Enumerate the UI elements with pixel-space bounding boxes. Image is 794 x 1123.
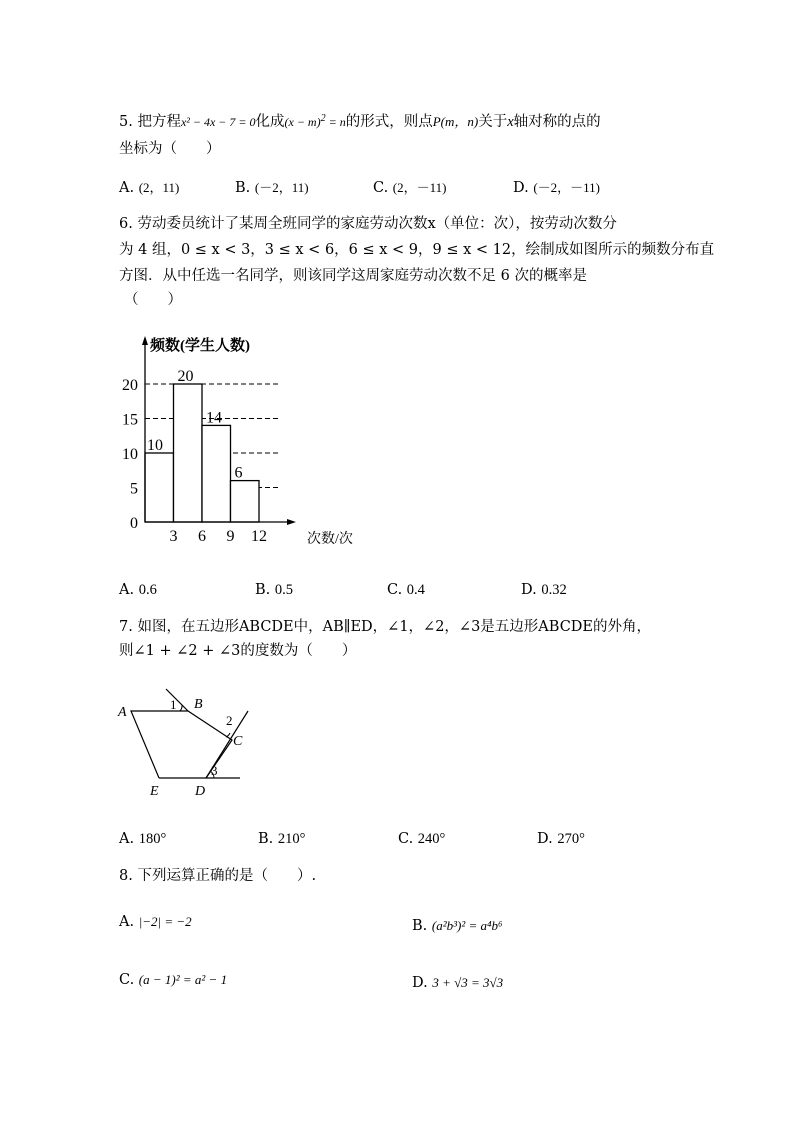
- q7-option-a[interactable]: A. 180°: [119, 831, 167, 847]
- q5-text-1: 把方程: [137, 114, 181, 130]
- vertex-c: C: [233, 734, 243, 749]
- angle-2-arc: [226, 733, 230, 737]
- q5-option-a[interactable]: A. (2，11): [119, 180, 180, 196]
- q6-option-b[interactable]: B. 0.5: [255, 582, 293, 598]
- q6-option-a[interactable]: A. 0.6: [119, 582, 157, 598]
- q7-stem-line2: 则∠1 + ∠2 + ∠3的度数为（ ）: [119, 643, 357, 659]
- y-tick-20: 20: [122, 377, 138, 394]
- q5-number: 5.: [119, 114, 133, 130]
- q6-stem-line4: （ ）: [124, 292, 182, 308]
- angle-2-label: 2: [226, 713, 233, 728]
- q5-text-5: 轴对称的点的: [513, 114, 601, 130]
- y-tick-15: 15: [122, 411, 138, 429]
- vertex-d: D: [195, 784, 206, 799]
- q5-text-4: 关于: [478, 114, 508, 130]
- angle-1-arc: [180, 705, 182, 711]
- x-tick-6: 6: [198, 528, 206, 545]
- bar-9-12: [231, 481, 260, 522]
- q8-option-b[interactable]: B. (a²b³)² = a⁴b⁶: [412, 918, 503, 934]
- q7-stem-line1: 7. 如图，在五边形ABCDE中，AB∥ED，∠1，∠2，∠3是五边形ABCDE的外角，: [119, 619, 652, 635]
- q6-stem-line2: 为 4 组，0 ≤ x < 3，3 ≤ x < 6，6 ≤ x < 9，9 ≤ x < 12，绘制成如图所示的频数分布直: [119, 242, 715, 258]
- bar-0-3: [145, 453, 174, 522]
- q5-form: $(x - m)^2 = n$: [284, 113, 346, 129]
- vertex-b: B: [194, 697, 203, 712]
- q8-option-c[interactable]: C. (a − 1)² = a² − 1: [119, 972, 228, 988]
- q5-equation: x² − 4x − 7 = 0: [180, 115, 256, 129]
- angle-3-label: 3: [211, 763, 218, 778]
- x-tick-3: 3: [169, 528, 178, 545]
- bar-label-0-3: 10: [147, 437, 163, 454]
- q8-option-a[interactable]: A. |−2| = −2: [119, 914, 192, 930]
- q7-option-d[interactable]: D. 270°: [537, 831, 585, 847]
- q5-text-2: 化成: [255, 114, 285, 130]
- vertex-e: E: [150, 784, 159, 799]
- q5-stem-line2: 坐标为（ ）: [119, 141, 221, 157]
- x-tick-12: 12: [251, 528, 267, 545]
- bar-3-6: [174, 384, 203, 522]
- pentagon-figure: [110, 685, 270, 805]
- histogram-chart: [110, 330, 370, 560]
- chart-ylabel: 频数(学生人数): [150, 338, 250, 354]
- q6-stem-line3: 方图．从中任选一名同学，则该同学这周家庭劳动次数不足 6 次的概率是: [119, 268, 587, 284]
- q5-axis: x: [507, 114, 514, 130]
- bar-label-9-12: 6: [234, 464, 243, 482]
- q8-stem: 8. 下列运算正确的是（ ）.: [119, 868, 317, 884]
- y-tick-5: 5: [130, 480, 138, 498]
- q5-point: P(m，n): [432, 114, 479, 129]
- q5-option-b[interactable]: B. (－2，11): [235, 180, 309, 196]
- q6-option-d[interactable]: D. 0.32: [521, 582, 567, 598]
- q5-text-3: 的形式，则点: [345, 114, 433, 130]
- bar-label-6-9: 14: [206, 409, 222, 427]
- x-axis-arrow: [287, 519, 296, 525]
- y-tick-10: 10: [122, 446, 138, 463]
- q5-option-d[interactable]: D. (－2，－11): [513, 180, 601, 196]
- q5-option-c[interactable]: C. (2，－11): [373, 180, 447, 196]
- vertex-a: A: [118, 705, 127, 720]
- bar-6-9: [202, 425, 231, 522]
- y-tick-0: 0: [130, 515, 138, 532]
- bar-label-3-6: 20: [177, 368, 194, 385]
- q6-option-c[interactable]: C. 0.4: [387, 582, 425, 598]
- q8-option-d[interactable]: D. 3 + √3 = 3√3: [412, 975, 504, 991]
- y-axis-arrow: [142, 336, 148, 345]
- q6-stem-line1: 6. 劳动委员统计了某周全班同学的家庭劳动次数x（单位：次），按劳动次数分: [119, 216, 617, 232]
- q7-option-b[interactable]: B. 210°: [258, 831, 306, 847]
- x-tick-9: 9: [226, 528, 235, 545]
- q7-option-c[interactable]: C. 240°: [398, 831, 446, 847]
- chart-xlabel: 次数/次: [307, 532, 353, 547]
- angle-1-label: 1: [170, 697, 177, 712]
- q5-stem-line1: [119, 109, 601, 132]
